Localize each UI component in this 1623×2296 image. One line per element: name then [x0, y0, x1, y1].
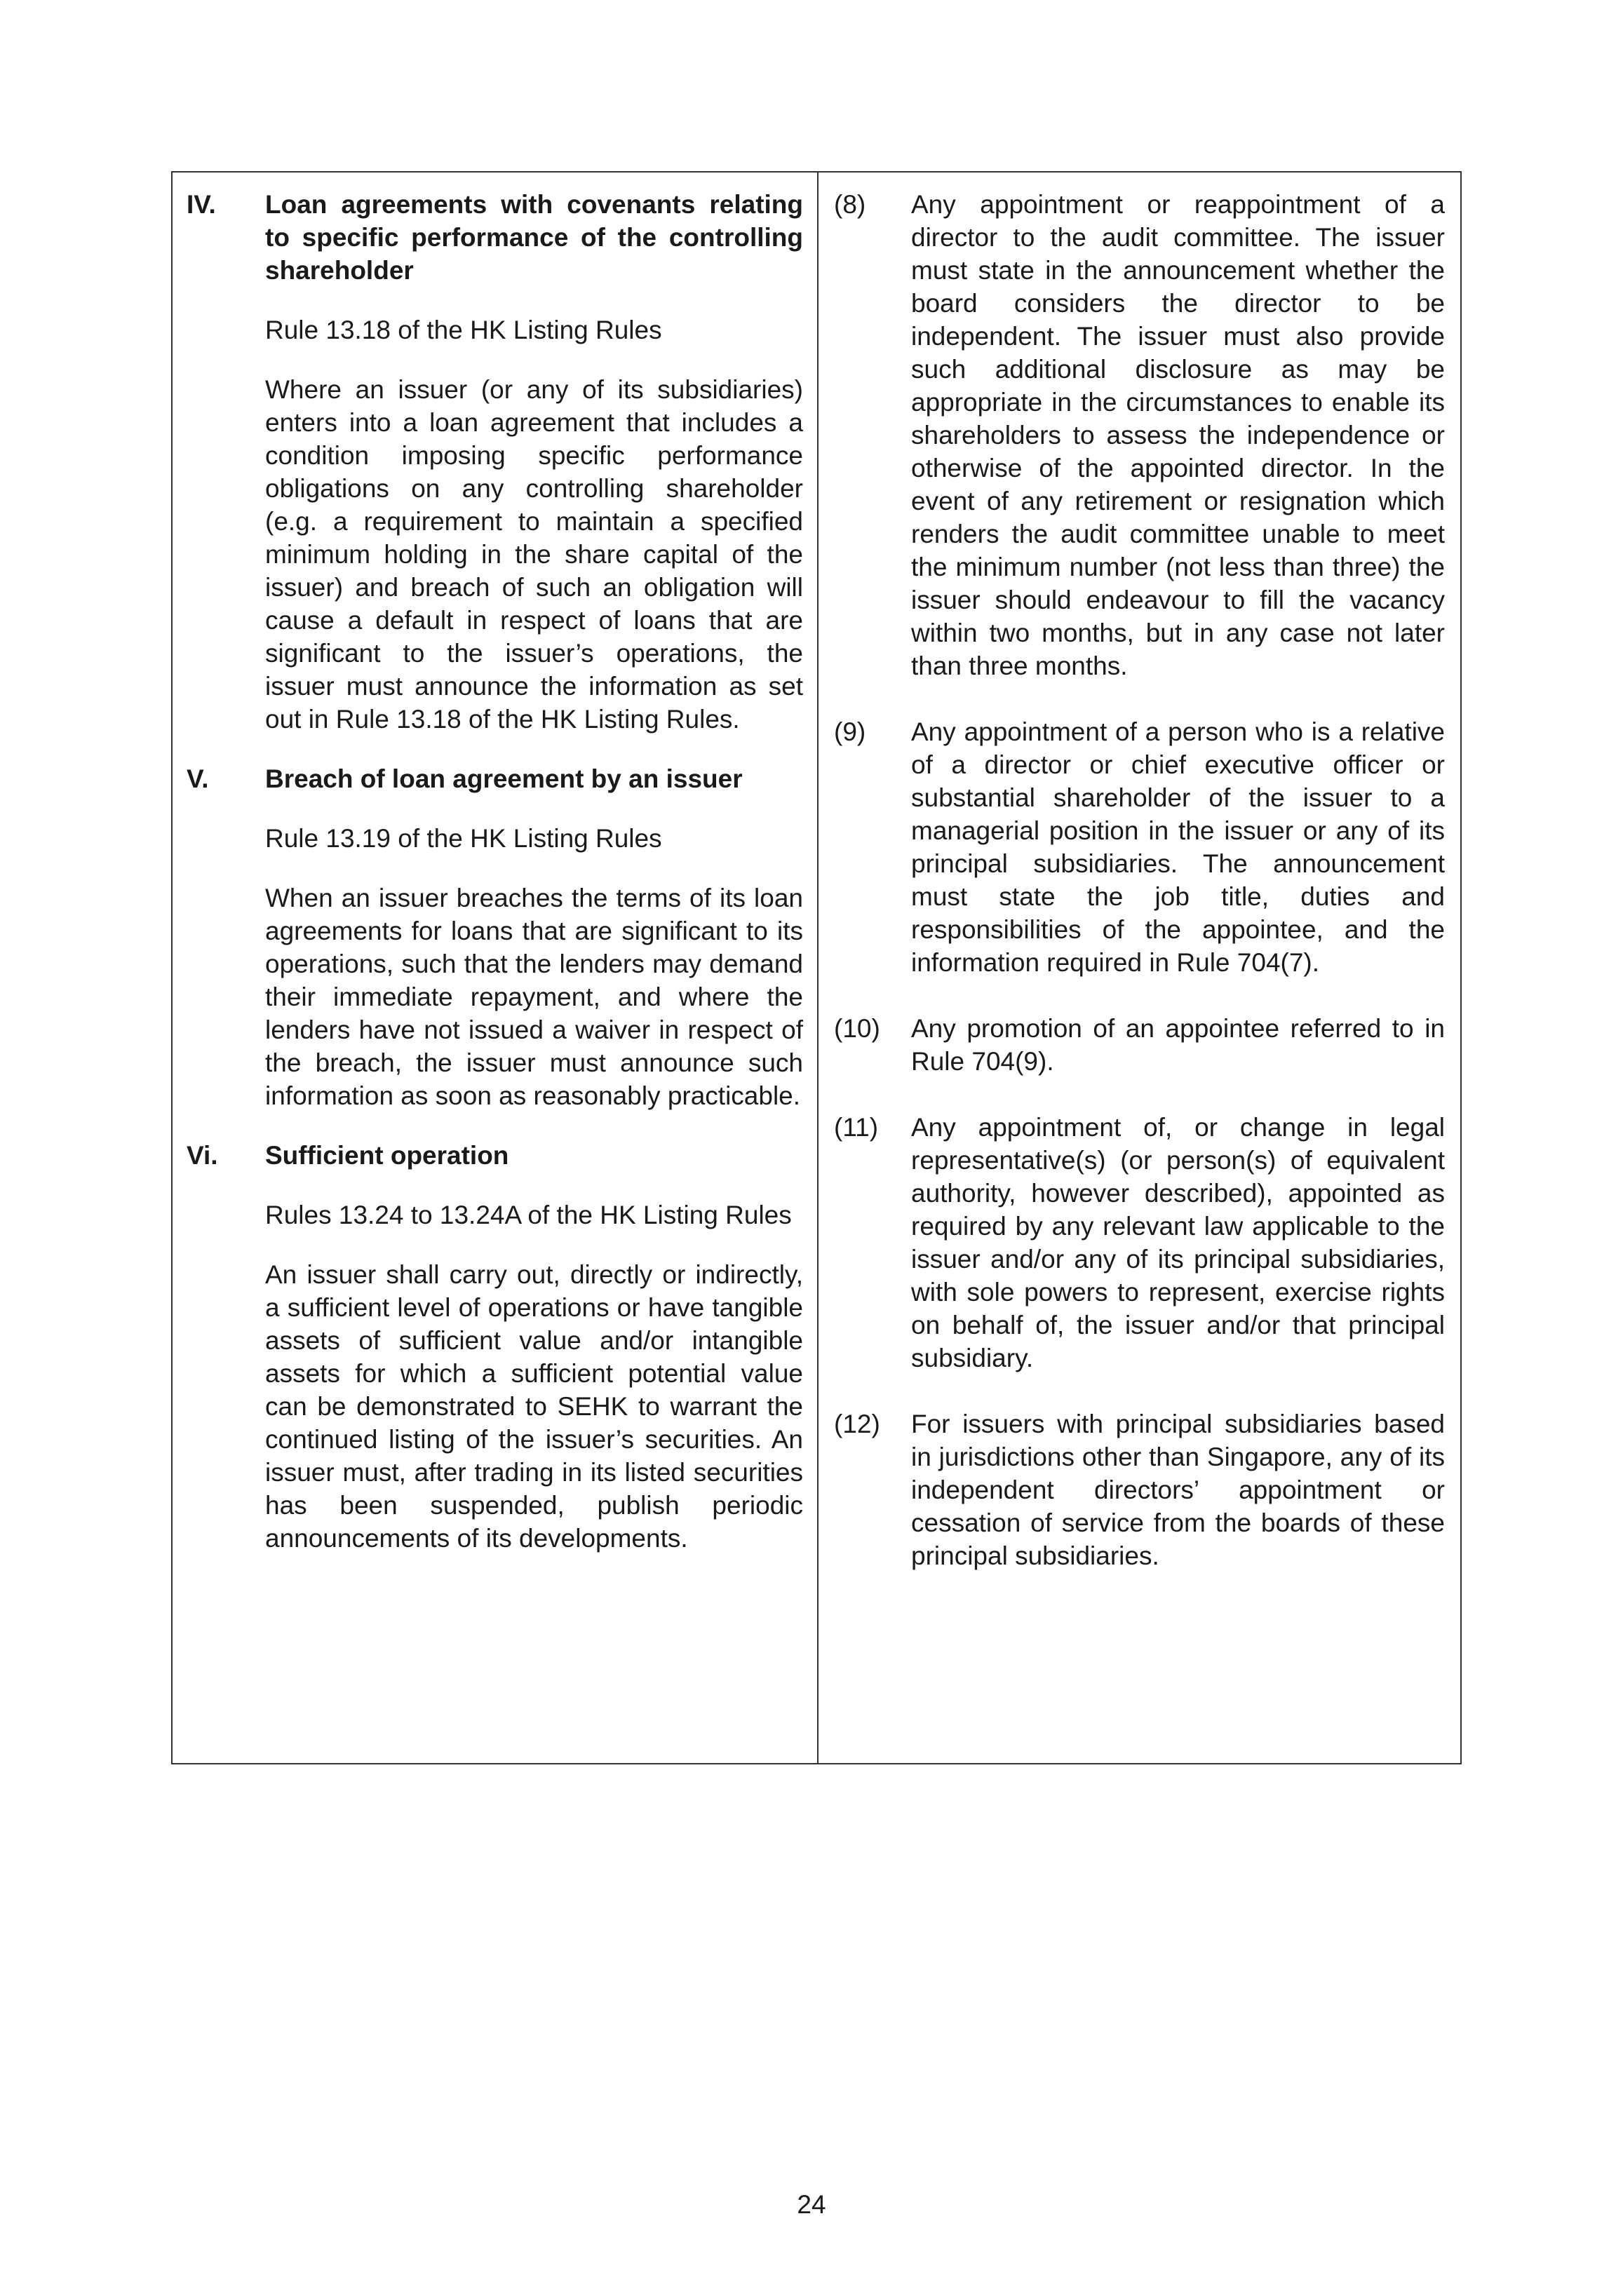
item-text: Any appointment of a person who is a relative of a director or chief executive officer or substantial shareholder of the issuer to a managerial position in the issuer or any of its principal subsidiaries. The announcement must state the job title, duties and responsibilities of the appointee, and the information required in Rule 704(7). [911, 717, 1445, 977]
rules-comparison-table [171, 171, 1462, 1764]
item-number: (11) [834, 1113, 879, 1142]
list-item [834, 1012, 1445, 1078]
list-item [834, 188, 1445, 682]
rule-reference: Rule 13.18 of the HK Listing Rules [265, 316, 662, 344]
rule-reference: Rules 13.24 to 13.24A of the HK Listing Rules [265, 1201, 792, 1229]
item-number: (10) [834, 1014, 880, 1043]
sgx-rules-column [819, 173, 1460, 1763]
section-body [265, 188, 803, 736]
item-text: Any promotion of an appointee referred to in Rule 704(9). [911, 1014, 1445, 1076]
item-text: Any appointment of, or change in legal representative(s) (or person(s) of equivalent authority, however described), appointed as required by any relevant law applicable to the issuer and/or any of its principal subsidiaries, with sole powers to represent, exercise rights on behalf of, the issuer and/or that principal subsidiary. [911, 1113, 1445, 1372]
list-item [834, 715, 1445, 979]
section-v [187, 762, 803, 1112]
section-paragraph: An issuer shall carry out, directly or indirectly, a sufficient level of operations or have tangible assets of sufficient value and/or intangible assets for which a sufficient potential value can be demonstrated to SEHK to warrant the continued listing of the issuer’s securities. An issuer must, after trading in its listed securities has been suspended, publish periodic announcements of its developments. [265, 1260, 803, 1553]
item-number: (9) [834, 717, 866, 746]
section-paragraph: When an issuer breaches the terms of its loan agreements for loans that are significant to its operations, such that the lenders may demand their immediate repayment, and where the lenders have not issued a waiver in respect of the breach, the issuer must announce such information as soon as reasonably practicable. [265, 884, 803, 1110]
page-number: 24 [797, 2190, 826, 2219]
section-body [265, 762, 803, 1112]
section-title: Breach of loan agreement by an issuer [265, 764, 743, 793]
rule-reference: Rule 13.19 of the HK Listing Rules [265, 824, 662, 853]
section-vi [187, 1139, 803, 1555]
list-item [834, 1111, 1445, 1375]
item-text: Any appointment or reappointment of a director to the audit committee. The issuer must state in the announcement whether the board considers the director to be independent. The issuer must also provide such additional disclosure as may be appropriate in the circumstances to enable its shareholders to assess the independence or otherwise of the appointed director. In the event of any retirement or resignation which renders the audit committee unable to meet the minimum number (not less than three) the issuer should endeavour to fill the vacancy within two months, but in any case not later than three months. [911, 190, 1445, 680]
section-iv [187, 188, 803, 736]
section-paragraph: Where an issuer (or any of its subsidiaries) enters into a loan agreement that includes a condition imposing specific performance obligations on any controlling shareholder (e.g. a requirement to maintain a specified minimum holding in the share capital of the issuer) and breach of such an obligation will cause a default in respect of loans that are significant to the issuer’s operations, the issuer must announce the information as set out in Rule 13.18 of the HK Listing Rules. [265, 375, 803, 734]
item-number: (12) [834, 1410, 880, 1438]
hk-rules-column [173, 173, 819, 1763]
section-number: V. [187, 764, 209, 793]
item-number: (8) [834, 190, 866, 219]
section-body [265, 1139, 803, 1555]
section-number: IV. [187, 190, 216, 219]
list-item [834, 1407, 1445, 1572]
item-text: For issuers with principal subsidiaries based in jurisdictions other than Singapore, any of its independent directors’ appointment or cessation of service from the boards of these principal subsidiaries. [911, 1410, 1445, 1570]
section-title: Loan agreements with covenants relating to specific performance of the controlling shareholder [265, 190, 803, 285]
section-title: Sufficient operation [265, 1141, 509, 1170]
section-number: Vi. [187, 1141, 218, 1170]
